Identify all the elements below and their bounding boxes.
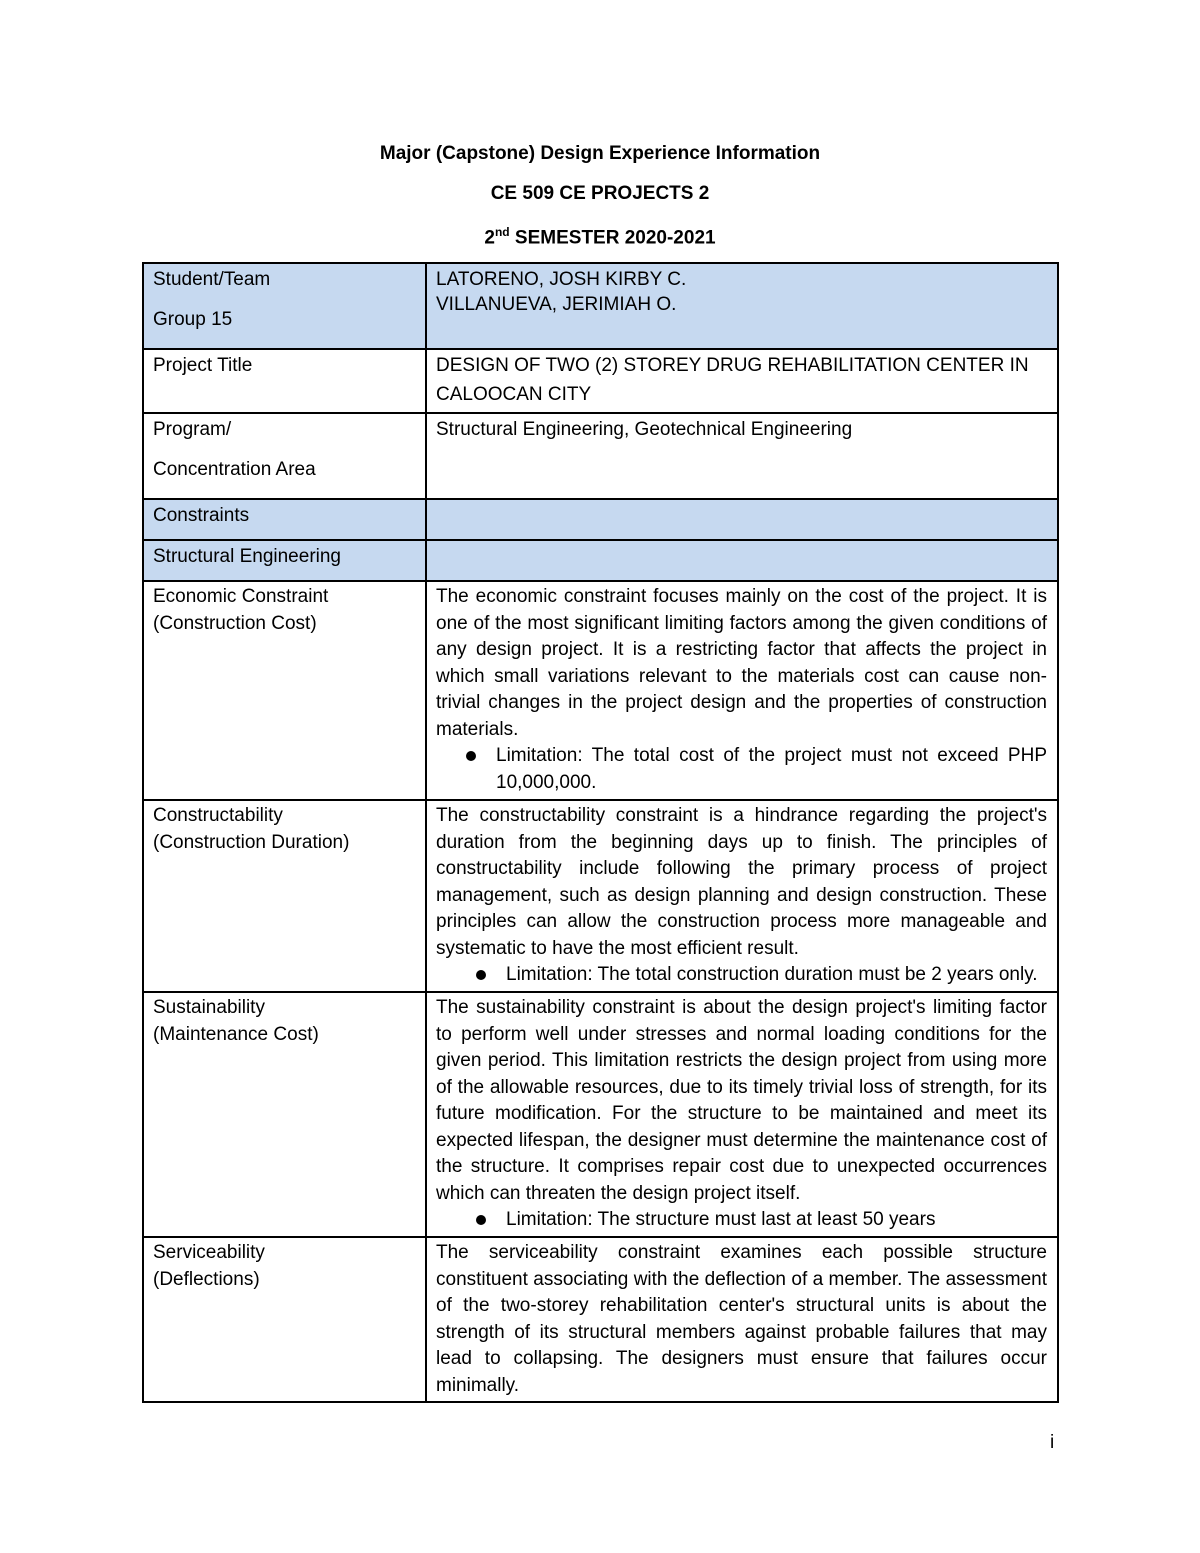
bullet-icon xyxy=(476,1215,486,1225)
constraint-sublabel: (Deflections) xyxy=(153,1268,260,1290)
semester-line xyxy=(0,225,1200,249)
constraint-row-constructability xyxy=(143,800,1058,992)
constraint-label: Economic Constraint xyxy=(153,586,329,607)
constraint-label-cell xyxy=(143,800,426,992)
project-title-line: CALOOCAN CITY xyxy=(436,384,592,405)
constraint-row-economic xyxy=(143,581,1058,800)
constraint-description-cell xyxy=(426,992,1058,1237)
team-label-cell xyxy=(143,263,426,349)
constraint-sublabel: (Construction Cost) xyxy=(153,612,317,634)
limitation-item xyxy=(436,1207,1047,1234)
constraint-label: Sustainability xyxy=(153,997,265,1018)
bullet-icon xyxy=(476,970,486,980)
page-number: i xyxy=(1050,1432,1055,1453)
limitation-text: Limitation: The structure must last at least 50 years xyxy=(506,1209,936,1230)
constraint-row-sustainability xyxy=(143,992,1058,1237)
team-member: LATORENO, JOSH KIRBY C. xyxy=(436,269,687,290)
constraint-description-cell xyxy=(426,1237,1058,1402)
constraint-description-cell xyxy=(426,581,1058,800)
constraint-label: Constructability xyxy=(153,805,283,826)
constraint-description-cell xyxy=(426,800,1058,992)
constraints-value xyxy=(426,499,1058,540)
team-row xyxy=(143,263,1058,349)
team-label: Student/Team xyxy=(153,269,271,290)
constraint-row-serviceability xyxy=(143,1237,1058,1402)
bullet-icon xyxy=(466,751,476,761)
constraint-description: The sustainability constraint is about the design project's limiting factor to perform well under stresses and normal loading conditions for the given period. This limitation restricts the design project from using more of the allowable resources, due to its timely trivial loss of strength, for its future modification. For the structure to be maintained and meet its expected lifespan, the designer must determine the maintenance cost of the structure. It comprises repair cost due to unexpected occurrences which can threaten the design project itself. xyxy=(436,997,1047,1204)
project-title-value xyxy=(426,349,1058,413)
design-info-table xyxy=(142,262,1059,1403)
constraint-sublabel: (Construction Duration) xyxy=(153,831,350,853)
constraint-label-cell xyxy=(143,1237,426,1402)
program-label: Program/ xyxy=(153,419,232,440)
structural-label: Structural Engineering xyxy=(143,540,426,581)
constraints-label: Constraints xyxy=(143,499,426,540)
constraint-label-cell xyxy=(143,581,426,800)
structural-value xyxy=(426,540,1058,581)
limitation-text: Limitation: The total construction duration must be 2 years only. xyxy=(506,964,1038,985)
program-label-cell xyxy=(143,413,426,499)
project-title-row xyxy=(143,349,1058,413)
project-title-label: Project Title xyxy=(143,349,426,413)
semester-ordinal-suffix: nd xyxy=(494,225,510,239)
limitation-item xyxy=(436,743,1047,796)
constraint-label-cell xyxy=(143,992,426,1237)
constraints-row xyxy=(143,499,1058,540)
limitation-item xyxy=(436,962,1047,989)
constraint-sublabel: (Maintenance Cost) xyxy=(153,1023,319,1045)
semester-text: SEMESTER 2020-2021 xyxy=(509,227,716,249)
team-members-cell xyxy=(426,263,1058,349)
concentration-label: Concentration Area xyxy=(153,459,316,480)
project-title-line: DESIGN OF TWO (2) STOREY DRUG REHABILITATION CENTER IN xyxy=(436,355,1029,376)
team-member: VILLANUEVA, JERIMIAH O. xyxy=(436,294,677,315)
limitation-text: Limitation: The total cost of the project must not exceed PHP 10,000,000. xyxy=(496,745,1047,793)
constraint-label: Serviceability xyxy=(153,1242,265,1263)
constraint-description: The serviceability constraint examines each possible structure constituent associating with the deflection of a member. The assessment of the two-storey rehabilitation center's structural units is about the strength of its structural members against probable failures that may lead to collapsing. The designers must ensure that failures occur minimally. xyxy=(436,1242,1047,1396)
group-label: Group 15 xyxy=(153,309,233,330)
semester-ordinal: 2 xyxy=(484,227,495,249)
course-code: CE 509 CE PROJECTS 2 xyxy=(490,183,710,204)
program-value: Structural Engineering, Geotechnical Engineering xyxy=(426,413,1058,499)
constraint-description: The constructability constraint is a hindrance regarding the project's duration from the beginning days up to finish. The principles of constructability include following the primary process of project management, such as design planning and design construction. These principles can allow the construction process more manageable and systematic to have the most efficient result. xyxy=(436,805,1047,959)
document-title: Major (Capstone) Design Experience Information xyxy=(379,143,821,164)
program-row xyxy=(143,413,1058,499)
constraint-description: The economic constraint focuses mainly on the cost of the project. It is one of the most significant limiting factors among the given conditions of any design project. It is a restricting factor that affects the project in which small variations relevant to the materials cost can cause non-trivial changes in the project design and the properties of construction materials. xyxy=(436,586,1047,740)
structural-row xyxy=(143,540,1058,581)
